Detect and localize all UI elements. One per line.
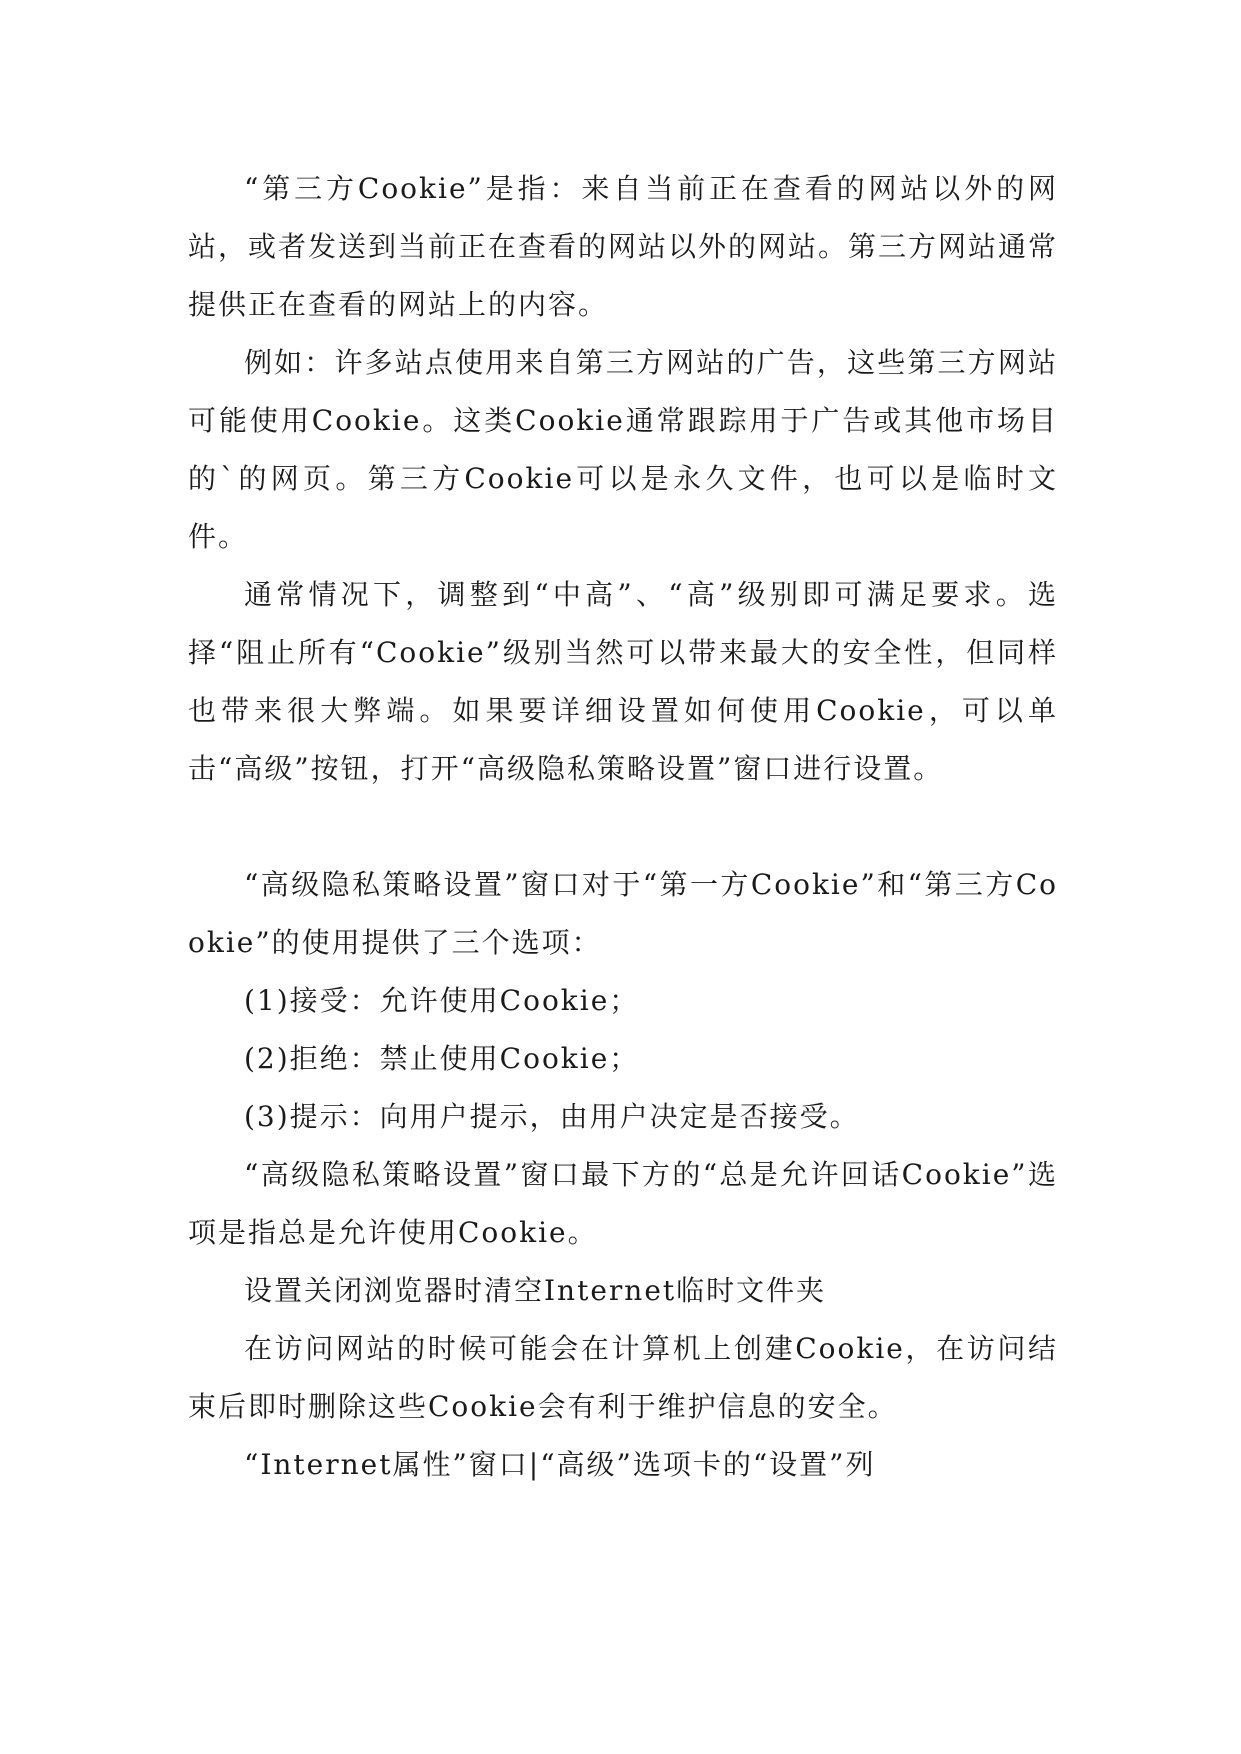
- list-item-accept: (1)接受：允许使用Cookie；: [244, 984, 640, 1017]
- list-item-prompt: (3)提示：向用户提示，由用户决定是否接受。: [244, 1100, 860, 1133]
- list-item-reject: (2)拒绝：禁止使用Cookie；: [244, 1042, 640, 1075]
- paragraph-gap: [188, 798, 1058, 856]
- paragraph-internet-properties: “Internet属性”窗口|“高级”选项卡的“设置”列: [244, 1448, 876, 1481]
- paragraph-privacy-level: 通常情况下，调整到“中高”、“高”级别即可满足要求。选择“阻止所有“Cookie”级别当然可以带来最大的安全性，但同样也带来很大弊端。如果要详细设置如何使用Cookie，可以单击“高级”按钮，打开“高级隐私策略设置”窗口进行设置。: [188, 578, 1058, 785]
- paragraph-session-cookie: “高级隐私策略设置”窗口最下方的“总是允许回话Cookie”选项是指总是允许使用Cookie。: [188, 1158, 1058, 1249]
- paragraph-delete-cookies: 在访问网站的时候可能会在计算机上创建Cookie，在访问结束后即时删除这些Cookie会有利于维护信息的安全。: [188, 1332, 1058, 1423]
- section-heading-clear-temp: 设置关闭浏览器时清空Internet临时文件夹: [244, 1274, 827, 1307]
- paragraph-third-party-cookie-definition: “第三方Cookie”是指：来自当前正在查看的网站以外的网站，或者发送到当前正在查看的网站以外的网站。第三方网站通常提供正在查看的网站上的内容。: [188, 172, 1059, 321]
- document-page: [188, 160, 1058, 1494]
- paragraph-advanced-options: “高级隐私策略设置”窗口对于“第一方Cookie”和“第三方Cookie”的使用提供了三个选项：: [188, 868, 1058, 959]
- paragraph-example: 例如：许多站点使用来自第三方网站的广告，这些第三方网站可能使用Cookie。这类Cookie通常跟踪用于广告或其他市场目的`的网页。第三方Cookie可以是永久文件，也可以是临时文件。: [188, 346, 1058, 553]
